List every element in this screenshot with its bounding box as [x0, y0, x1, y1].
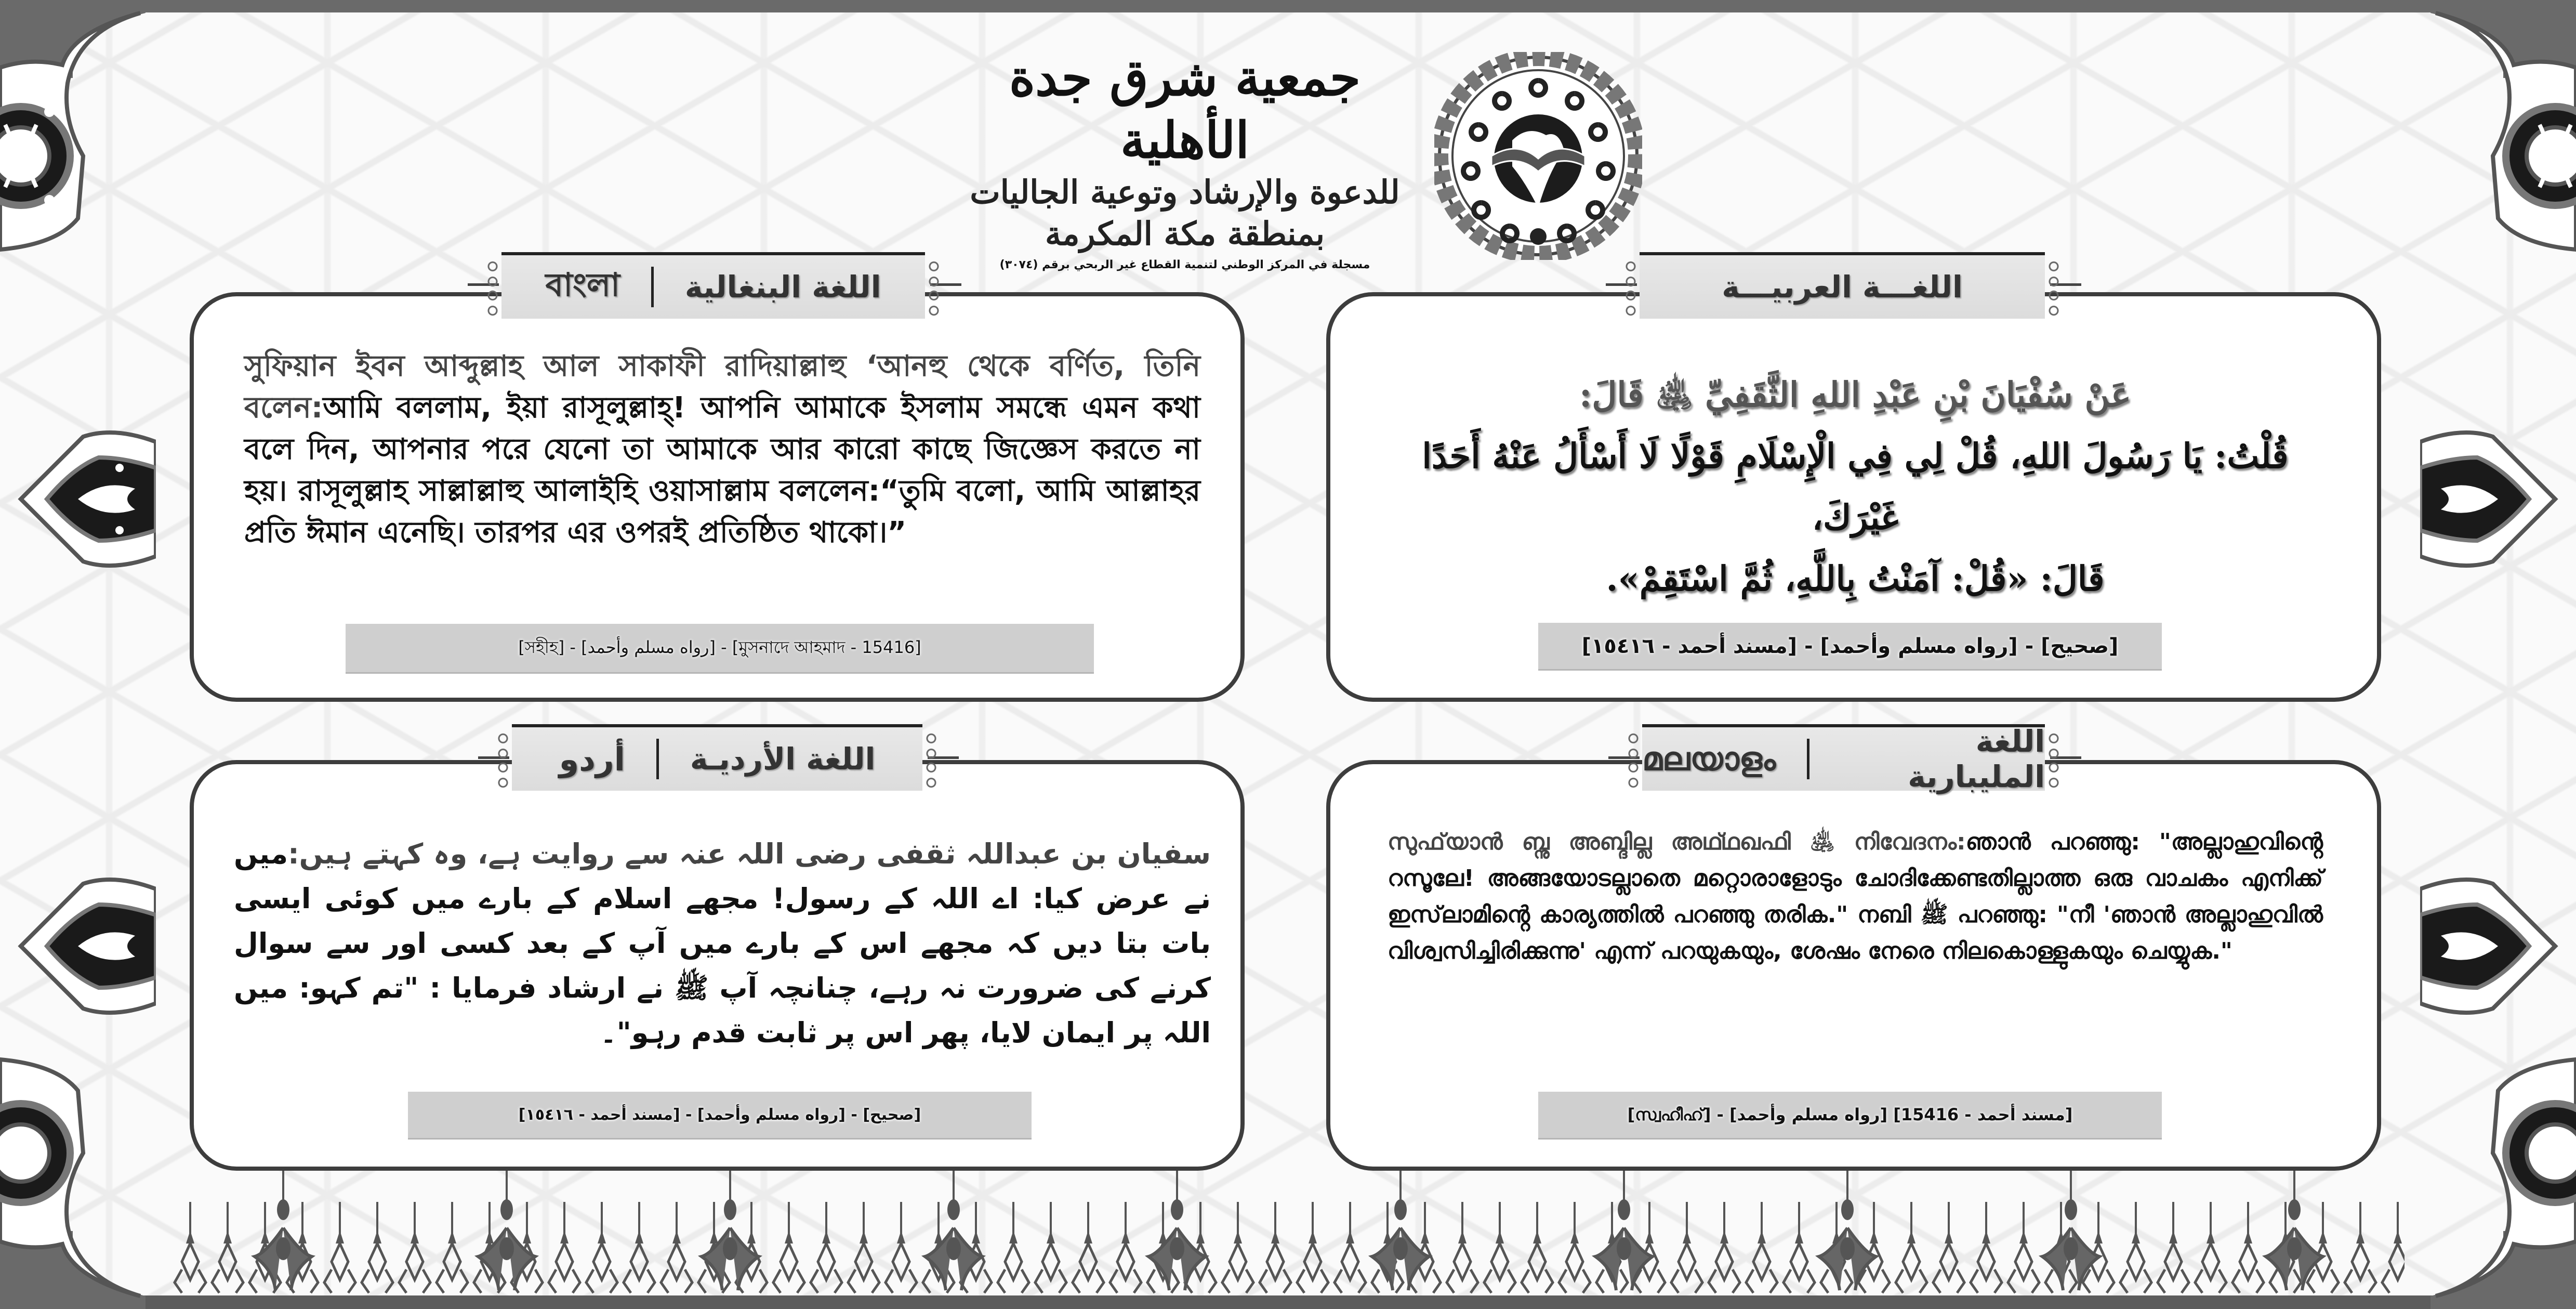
urdu-hadith-text: [234, 832, 1211, 1055]
tab-arabic: [1640, 252, 2045, 319]
top-border-bar: [0, 0, 2576, 12]
side-ornament-left-lower: [0, 858, 156, 1035]
malayalam-hadith-text: [1388, 824, 2323, 970]
bengali-hadith-text: [244, 346, 1200, 554]
side-ornament-right-upper: [2420, 411, 2576, 587]
tab-malayalam-arabic-label: اللغة المليبارية: [1908, 724, 2045, 794]
side-ornament-left-upper: [0, 411, 156, 587]
tab-urdu: [512, 724, 922, 791]
tab-malayalam: [1642, 724, 2045, 794]
arabic-hadith-text: [1382, 364, 2328, 609]
bottom-frieze-ornament: [171, 1166, 2405, 1295]
bengali-narrator-intro: সুফিয়ান ইবন আব্দুল্লাহ আল সাকাফী রাদিয়াল্লাহু ‘আনহু থেকে বর্ণিত, তিনি বলেন:: [244, 349, 1200, 425]
tab-bengali-native-label: বাংলা: [545, 265, 620, 304]
urdu-hadith-body: میں نے عرض کیا: اے اللہ کے رسول! مجھے اسلام کے بارے میں کوئی ایسی بات بتا دیں کہ مجھے اس کے بارے میں آپ کے بعد کسی اور سے سوال کرنے کی ضرورت نہ رہے، چنانچہ آپ ﷺ نے ارشاد فرمایا : "تم کہو: میں اللہ پر ایمان لایا، پھر اس پر ثابت قدم رہو"۔: [234, 837, 1211, 1049]
organization-region: بمنطقة مكة المكرمة: [1045, 215, 1325, 253]
tab-urdu-native-label: أردو: [559, 740, 625, 778]
tab-bengali-arabic-label: اللغة البنغالية: [684, 269, 881, 305]
arabic-reference: [صحيح] - [رواه مسلم وأحمد] - [مسند أحمد - ١٥٤١٦]: [1538, 623, 2162, 671]
organization-logo-text: [956, 47, 1414, 276]
urdu-narrator-intro: سفیان بن عبداللہ ثقفی رضی اللہ عنہ سے روایت ہے، وہ کہتے ہیں:: [288, 837, 1211, 870]
tab-divider: [656, 739, 659, 779]
tab-divider: [651, 267, 654, 307]
bengali-reference: [সহীহ] - [رواه مسلم وأحمد] - [মুসনাদে আহমাদ - 15416]: [346, 624, 1094, 674]
arabic-hadith-line-2: قُلْتُ: يَا رَسُولَ اللهِ، قُلْ لِي فِي الْإِسْلَامِ قَوْلًا لَا أَسْأَلُ عَنْهُ أَحَدًا غَيْرَكَ،: [1422, 436, 2289, 538]
urdu-reference: [صحيح] - [رواه مسلم وأحمد] - [مسند أحمد - ١٥٤١٦]: [408, 1092, 1032, 1140]
globe-book-emblem-icon: [1434, 52, 1642, 260]
arabic-hadith-line-3: قَالَ: «قُلْ: آمَنْتُ بِاللَّهِ، ثُمَّ اسْتَقِمْ».: [1606, 558, 2105, 599]
malayalam-reference: [സ്വഹീഹ്] - [رواه مسلم وأحمد] [مسند أحمد - 15416]: [1538, 1092, 2162, 1140]
tab-urdu-arabic-label: اللغة الأرديـة: [690, 741, 876, 777]
bottom-border-bar: [0, 1295, 2576, 1309]
organization-subtitle: للدعوة والإرشاد وتوعية الجاليات: [970, 173, 1400, 211]
corner-ornament-top-right: [2420, 0, 2576, 260]
malayalam-narrator-intro: സുഫ്‌യാൻ ബ്നു അബ്ദില്ല അഥ്ഥഖഫി ﵁ നിവേദനം:: [1388, 829, 1966, 855]
side-ornament-right-lower: [2420, 858, 2576, 1035]
corner-ornament-bottom-left: [0, 1049, 156, 1309]
organization-name: جمعية شرق جدة الأهلية: [1009, 48, 1361, 169]
tab-arabic-label: اللغـــة العربيـــة: [1722, 269, 1963, 305]
organization-logo: [956, 47, 1642, 271]
tab-bengali: [501, 252, 925, 319]
registration-note: مسجلة في المركز الوطني لتنمية القطاع غير الربحي برقم (٣٠٧٤): [999, 258, 1370, 271]
corner-ornament-top-left: [0, 0, 156, 260]
tab-malayalam-native-label: മലയാളം: [1642, 740, 1776, 778]
arabic-hadith-line-1: عَنْ سُفْيَانَ بْنِ عَبْدِ اللهِ الثَّقَفِيِّ ﵁ قَالَ:: [1579, 374, 2132, 415]
bengali-hadith-body: আমি বললাম, ইয়া রাসূলুল্লাহ্! আপনি আমাকে ইসলাম সমন্ধে এমন কথা বলে দিন, আপনার পরে যেনো তা আমাকে আর কারো কাছে জিজ্ঞেস করতে না হয়। রাসূলুল্লাহ সাল্লাল্লাহু আলাইহি ওয়াসাল্লাম বললেন:“তুমি বলো, আমি আল্লাহর প্রতি ঈমান এনেছি। তারপর এর ওপরই প্রতিষ্ঠিত থাকো।”: [244, 391, 1200, 549]
corner-ornament-bottom-right: [2420, 1049, 2576, 1309]
tab-divider: [1807, 739, 1809, 779]
malayalam-hadith-body: ഞാൻ പറഞ്ഞു: "അല്ലാഹുവിൻ്റെ റസൂലേ! അങ്ങയോടല്ലാതെ മറ്റൊരാളോടും ചോദിക്കേണ്ടതില്ലാത്ത ഒരു വാചകം എനിക്ക് ഇസ്‌ലാമിൻ്റെ കാര്യത്തിൽ പറഞ്ഞു തരിക." നബി ﷺ പറഞ്ഞു: "നീ 'ഞാൻ അല്ലാഹുവിൽ വിശ്വസിച്ചിരിക്കുന്നു' എന്ന് പറയുകയും, ശേഷം നേരെ നിലകൊള്ളുകയും ചെയ്യുക.": [1388, 829, 2323, 964]
